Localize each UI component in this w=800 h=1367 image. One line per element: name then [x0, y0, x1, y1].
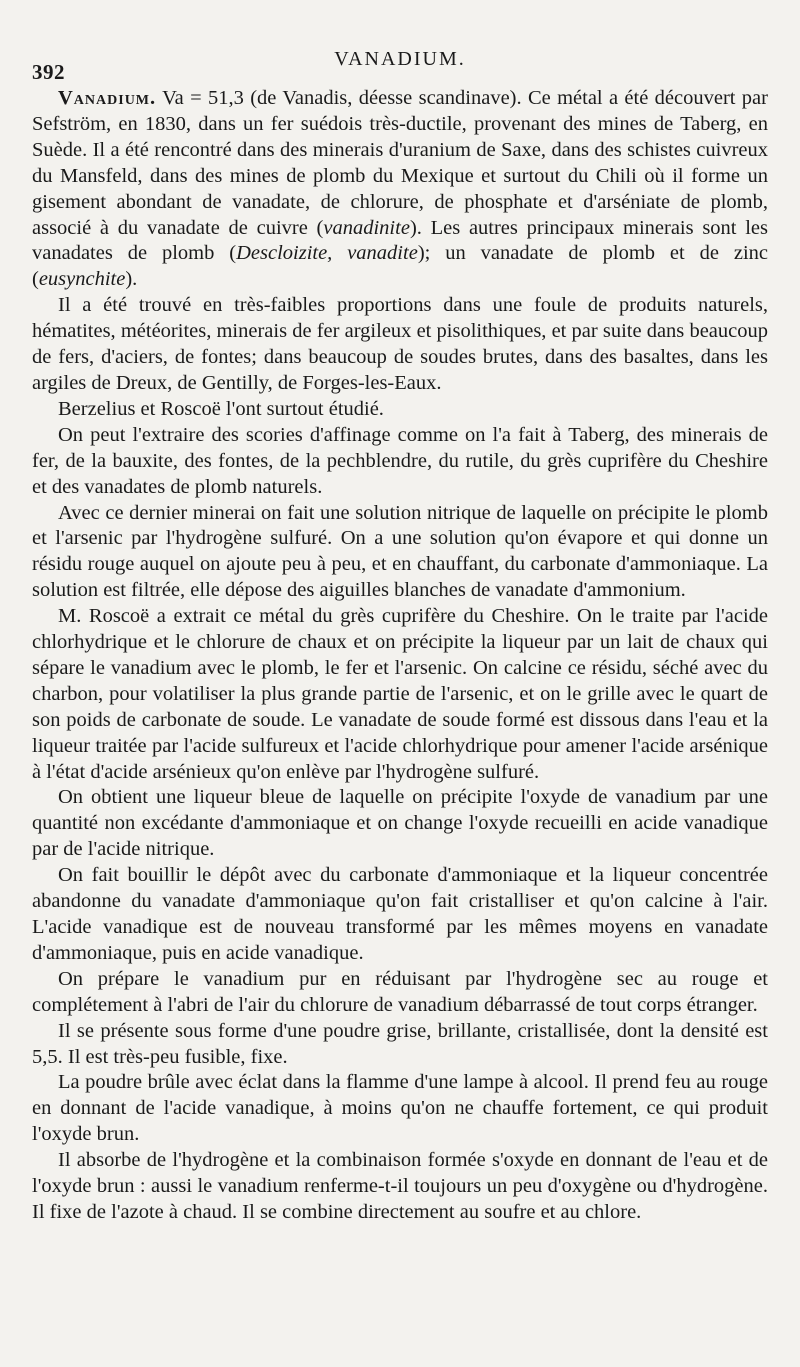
text-run: La poudre brûle avec éclat dans la flamme d'une lampe à alcool. Il prend feu au rouge en donnant de l'acide vanadique, à moins qu'on ne chauffe fortement, ce qui produit l'oxyde brun.	[32, 1071, 768, 1146]
body-text	[32, 86, 768, 1226]
paragraph	[32, 1019, 768, 1071]
text-run: Il se présente sous forme d'une poudre grise, brillante, cristallisée, dont la densité est 5,5. Il est très-peu fusible, fixe.	[32, 1019, 768, 1068]
paragraph	[32, 293, 768, 397]
paragraph	[32, 501, 768, 605]
paragraph	[32, 423, 768, 501]
paragraph	[32, 86, 768, 293]
paragraph	[32, 604, 768, 785]
text-run: On fait bouillir le dépôt avec du carbonate d'ammoniaque et la liqueur concentrée abandonne du vanadate d'ammoniaque qu'on fait cristalliser et qu'on calcine à l'air. L'acide vanadique est de nouveau transformé par les mêmes moyens en vanadate d'ammoniaque, puis en acide vanadique.	[32, 864, 768, 964]
paragraph	[32, 397, 768, 423]
paragraph	[32, 863, 768, 967]
text-run: On prépare le vanadium pur en réduisant par l'hydrogène sec au rouge et complétement à l'abri de l'air du chlorure de vanadium débarrassé de tout corps étranger.	[32, 967, 768, 1016]
paragraph	[32, 785, 768, 863]
italic-term: eusynchite	[38, 268, 126, 291]
text-run: On obtient une liqueur bleue de laquelle on précipite l'oxyde de vanadium par une quantité non excédante d'ammoniaque et on change l'oxyde recueilli en acide vanadique par de l'acide nitrique.	[32, 786, 768, 861]
text-run: ).	[125, 268, 138, 291]
text-run: Il absorbe de l'hydrogène et la combinaison formée s'oxyde en donnant de l'eau et de l'oxyde brun : aussi le vanadium renferme-t-il toujours un peu d'oxygène ou d'hydrogène. Il fixe de l'azote à chaud. Il se combine directement au soufre et au chlore.	[32, 1149, 768, 1223]
running-title: VANADIUM.	[334, 48, 466, 70]
text-run: M. Roscoë a extrait ce métal du grès cuprifère du Cheshire. On le traite par l'acide chlorhydrique et le chlorure de chaux et on précipite la liqueur par un lait de chaux qui sépare le vanadium avec le plomb, le fer et l'arsenic. On calcine ce résidu, séché avec du charbon, pour volatiliser la plus grande partie de l'arsenic, et on le grille avec le quart de son poids de carbonate de soude. Le vanadate de soude formé est dissous dans l'eau et la liqueur traitée par l'acide sulfureux et l'acide chlorhydrique pour amener l'acide arsénique à l'état d'acide arsénieux qu'on enlève par l'hydrogène sulfuré.	[32, 605, 768, 783]
text-run: ). Les autres principaux minerais sont les vanadates de plomb (	[32, 216, 768, 265]
text-run: ); un vanadate de plomb et de zinc (	[32, 242, 769, 291]
text-run: On peut l'extraire des scories d'affinage comme on l'a fait à Taberg, des minerais de fer, de la bauxite, des fontes, de la pechblendre, du rutile, du grès cuprifère du Cheshire et des vanadates de plomb naturels.	[32, 423, 768, 498]
paragraph	[32, 1148, 768, 1226]
paragraph	[32, 967, 768, 1019]
page-number: 392	[32, 60, 65, 84]
entry-headword: Vanadium.	[58, 87, 157, 109]
text-run: Avec ce dernier minerai on fait une solution nitrique de laquelle on précipite le plomb et l'arsenic par l'hydrogène sulfuré. On a une solution qu'on évapore et qui donne un résidu rouge auquel on ajoute peu à peu, et en chauffant, du carbonate d'ammoniaque. La solution est filtrée, elle dépose des aiguilles blanches de vanadate d'ammonium.	[32, 501, 768, 602]
text-run: Il a été trouvé en très-faibles proportions dans une foule de produits naturels, hématites, météorites, minerais de fer argileux et pisolithiques, et par suite dans beaucoup de fers, d'aciers, de fontes; dans beaucoup de soudes brutes, dans des basaltes, dans les argiles de Dreux, de Gentilly, de Forges-les-Eaux.	[32, 294, 768, 394]
text-run: Va = 51,3 (de Vanadis, déesse scandinave). Ce métal a été découvert par Sefström, en 1830, dans un fer suédois très-ductile, provenant des mines de Taberg, en Suède. Il a été rencontré dans des minerais d'uranium de Saxe, dans des schistes cuivreux du Mansfeld, dans des mines de plomb du Mexique et surtout du Chili où il forme un gisement abondant de vanadate, de chlorure, de phosphate et d'arséniate de plomb, associé à du vanadate de cuivre (	[32, 87, 768, 239]
paragraph	[32, 1070, 768, 1148]
page-header	[32, 44, 768, 84]
text-run: Berzelius et Roscoë l'ont surtout étudié.	[58, 397, 384, 420]
italic-term: Descloizite, vanadite	[236, 242, 418, 265]
italic-term: vanadinite	[323, 216, 410, 239]
